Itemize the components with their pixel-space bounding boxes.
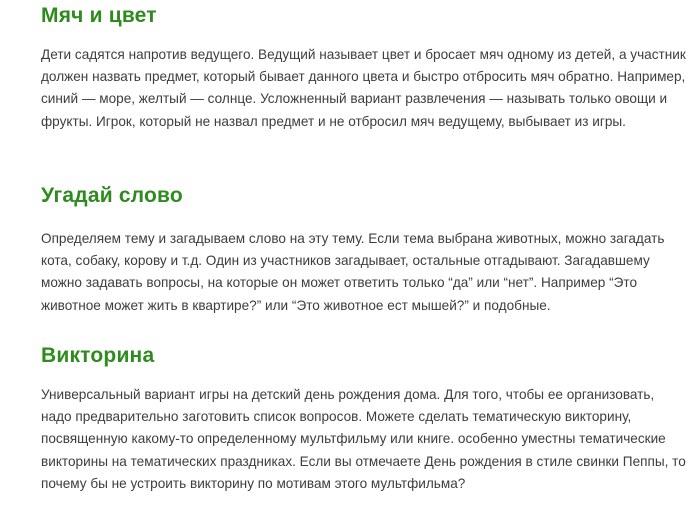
section-paragraph: Дети садятся напротив ведущего. Ведущий называет цвет и бросает мяч одному из детей, а участник должен назвать предмет, который бывает данного цвета и быстро отбросить мяч обратно. Например, синий — море, желтый — солнце. Усложненный вариант развлечения — называть только овощи и фрукты. Игрок, который не назвал предмет и не отбросил мяч ведущему, выбывает из игры. <box>41 47 686 129</box>
section-title: Угадай слово <box>41 184 183 207</box>
section-title: Мяч и цвет <box>41 4 157 27</box>
section-paragraph: Определяем тему и загадываем слово на эту тему. Если тема выбрана животных, можно загадать кота, собаку, корову и т.д. Один из участников загадывает, остальные отгадывают. Загадавшему можно задавать вопросы, на которые он может ответить только “да” или “нет”. Например “Это животное может жить в квартире?” или “Это животное ест мышей?” и подобные. <box>41 231 665 313</box>
section-paragraph: Универсальный вариант игры на детский день рождения дома. Для того, чтобы ее организовать, надо предварительно заготовить список вопросов. Можете сделать тематическую викторину, посвященную какому-то определенному мультфильму или книге. особенно уместны тематические викторины на тематических праздниках. Если вы отмечаете День рождения в стиле свинки Пеппы, то почему бы не устроить викторину по мотивам этого мультфильма? <box>41 387 686 491</box>
section-title: Викторина <box>41 344 155 367</box>
